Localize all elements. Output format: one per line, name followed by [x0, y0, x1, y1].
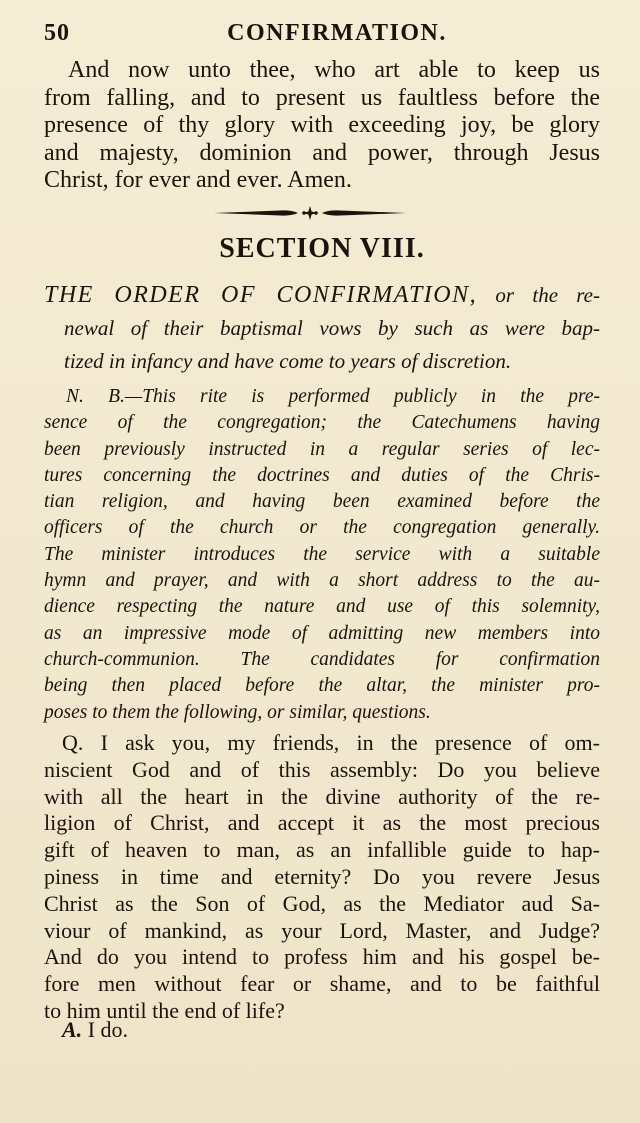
- rubric-line: as an impressive mode of admitting new members into: [44, 622, 600, 644]
- question-line: piness in time and eternity? Do you revere Jesus: [44, 863, 600, 889]
- subtitle-line: [44, 279, 600, 312]
- subtitle-lead: THE ORDER OF CONFIRMATION,: [44, 282, 478, 308]
- page-header: [44, 14, 600, 54]
- question-line: And do you intend to profess him and his gospel be-: [44, 944, 600, 970]
- rubric-line: tures concerning the doctrines and duties of the Chris-: [44, 464, 600, 486]
- question-line: to him until the end of life?: [44, 997, 285, 1023]
- section-divider-ornament: [210, 198, 410, 228]
- running-head: CONFIRMATION.: [227, 20, 447, 46]
- rubric-line: tian religion, and having been examined before the: [44, 491, 600, 513]
- prayer-line: from falling, and to present us faultless before the: [44, 84, 600, 111]
- rubric-line: hymn and prayer, and with a short address to the au-: [44, 570, 600, 592]
- subtitle-line: newal of their baptismal vows by such as were bap-: [64, 316, 600, 340]
- rubric-line: sence of the congregation; the Catechumens having: [44, 412, 600, 434]
- subtitle-line: tized in infancy and have come to years of discretion.: [64, 349, 512, 373]
- question-line: ligion of Christ, and accept it as the most precious: [44, 810, 600, 836]
- prayer-line: And now unto thee, who art able to keep us: [68, 57, 600, 83]
- prayer-line: and majesty, dominion and power, through Jesus: [44, 139, 600, 166]
- prayer-line: presence of thy glory with exceeding joy, be glory: [44, 112, 600, 138]
- prayer-line: Christ, for ever and ever. Amen.: [44, 167, 352, 193]
- rubric-line: officers of the church or the congregation generally.: [44, 517, 600, 539]
- section-title: SECTION VIII.: [219, 233, 425, 264]
- question-line: gift of heaven to man, as an infallible guide to hap-: [44, 837, 600, 863]
- question-line: with all the heart in the divine authority of the re-: [44, 783, 600, 809]
- section-subtitle: [44, 279, 600, 378]
- answer-text: I do.: [87, 1017, 129, 1042]
- rubric-line: been previously instructed in a regular series of lec-: [44, 438, 600, 460]
- page-number: 50: [44, 20, 70, 46]
- answer-label: A.: [62, 1017, 83, 1042]
- question-line: viour of mankind, as your Lord, Master, and Judge?: [44, 917, 600, 943]
- confirmation-answer: [62, 1017, 128, 1043]
- rubric-note: [44, 384, 600, 726]
- question-line: Q. I ask you, my friends, in the presence of om-: [62, 730, 600, 755]
- subtitle-line-tail: or the re-: [495, 283, 600, 307]
- question-line: niscient God and of this assembly: Do you believe: [44, 756, 600, 782]
- rubric-line: church-communion. The candidates for confirmation: [44, 648, 600, 670]
- rubric-line: dience respecting the nature and use of this solemnity,: [44, 596, 600, 618]
- closing-prayer: [44, 57, 600, 195]
- confirmation-question: [44, 730, 600, 1025]
- question-line: fore men without fear or shame, and to be faithful: [44, 971, 600, 997]
- rubric-line: poses to them the following, or similar, questions.: [44, 701, 431, 723]
- rubric-line: being then placed before the altar, the minister pro-: [44, 675, 600, 697]
- rubric-line: N. B.—This rite is performed publicly in the pre-: [66, 386, 600, 407]
- question-line: Christ as the Son of God, as the Mediator aud Sa-: [44, 890, 600, 916]
- rubric-line: The minister introduces the service with a suitable: [44, 543, 600, 565]
